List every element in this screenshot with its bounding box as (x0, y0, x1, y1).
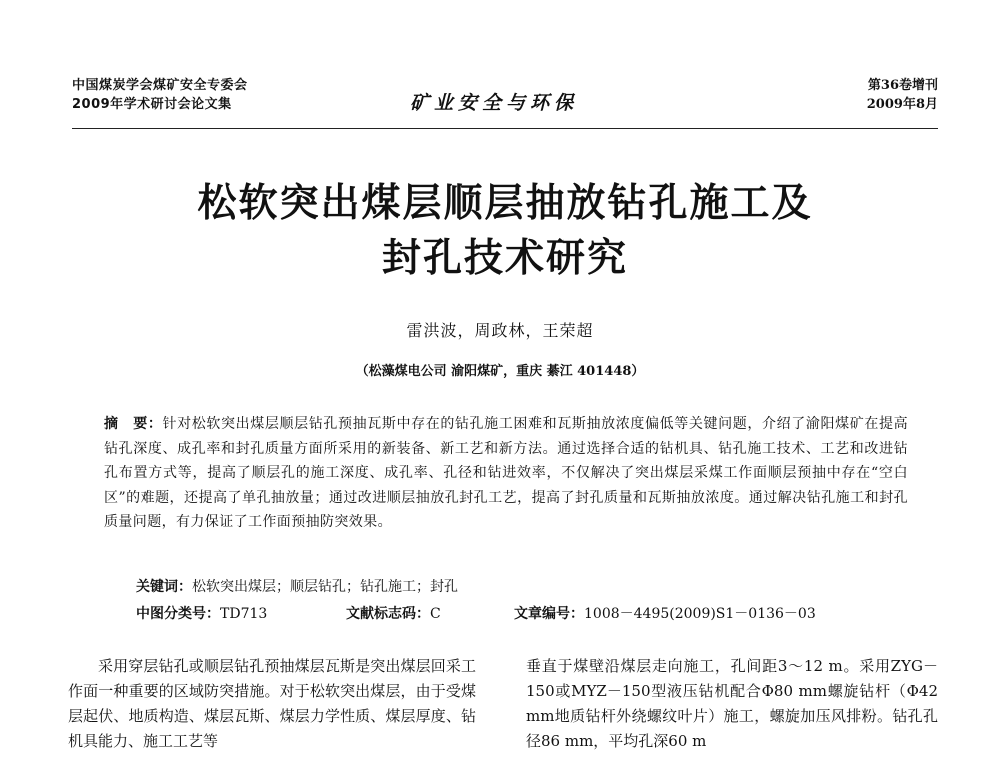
title-line-2: 封孔技术研究 (381, 236, 628, 281)
clc-label: 中图分类号： (136, 606, 220, 622)
article-number (514, 603, 816, 623)
page-header (72, 70, 938, 126)
body-column-right: 垂直于煤壁沿煤层走向施工，孔间距3～12 m。采用ZYG－150或MYZ－150型液压钻机配合Φ80 mm螺旋钻杆（Φ42 mm地质钻杆外绕螺纹叶片）施工，螺旋加压风排粉。钻孔孔径86 mm，平均孔深60 m (526, 657, 938, 750)
header-volume: 第36卷增刊 (867, 78, 938, 93)
doc-label: 文献标志码： (346, 606, 430, 622)
header-symposium: 2009年学术研讨会论文集 (72, 97, 232, 112)
header-committee: 中国煤炭学会煤矿安全专委会 (72, 78, 248, 93)
journal-name: 矿业安全与环保 (410, 92, 579, 114)
abstract-label: 摘 要： (104, 416, 163, 432)
clc-number (136, 603, 267, 623)
keywords (136, 576, 458, 596)
abstract-text: 针对松软突出煤层顺层钻孔预抽瓦斯中存在的钻孔施工困难和瓦斯抽放浓度偏低等关键问题，介绍了渝阳煤矿在提高钻孔深度、成孔率和封孔质量方面所采用的新装备、新工艺和新方法。通过选择合适的钻机具、钻孔施工技术、工艺和改进钻孔布置方式等，提高了顺层孔的施工深度、成孔率、孔径和钻进效率，不仅解决了突出煤层采煤工作面顺层预抽中存在“空白区”的难题，还提高了单孔抽放量；通过改进顺层抽放孔封孔工艺，提高了封孔质量和瓦斯抽放浓度。通过解决钻孔施工和封孔质量问题，有力保证了工作面预抽防突效果。 (104, 416, 908, 531)
author-list: 雷洪波，周政林，王荣超 (406, 321, 594, 340)
header-proceedings (72, 76, 248, 114)
document-code (346, 603, 441, 623)
affiliation: （松藻煤电公司 渝阳煤矿，重庆 綦江 401448） (355, 364, 645, 379)
art-label: 文章编号： (514, 606, 584, 622)
body-column-left: 采用穿层钻孔或顺层钻孔预抽煤层瓦斯是突出煤层回采工作面一种重要的区域防突措施。对于松软突出煤层，由于受煤层起伏、地质构造、煤层瓦斯、煤层力学性质、煤层厚度、钻机具能力、施工工艺等 (68, 657, 476, 750)
abstract (104, 412, 908, 535)
header-issue (867, 76, 938, 114)
header-date: 2009年8月 (866, 97, 938, 112)
doc-value: C (430, 606, 441, 622)
clc-value: TD713 (220, 606, 268, 622)
paper-title (100, 176, 910, 286)
art-value: 1008－4495(2009)S1－0136－03 (584, 606, 816, 622)
keywords-label: 关键词： (136, 579, 192, 595)
title-line-1: 松软突出煤层顺层抽放钻孔施工及 (197, 181, 813, 226)
header-rule (72, 128, 938, 129)
keywords-text: 松软突出煤层；顺层钻孔；钻孔施工；封孔 (192, 579, 458, 595)
